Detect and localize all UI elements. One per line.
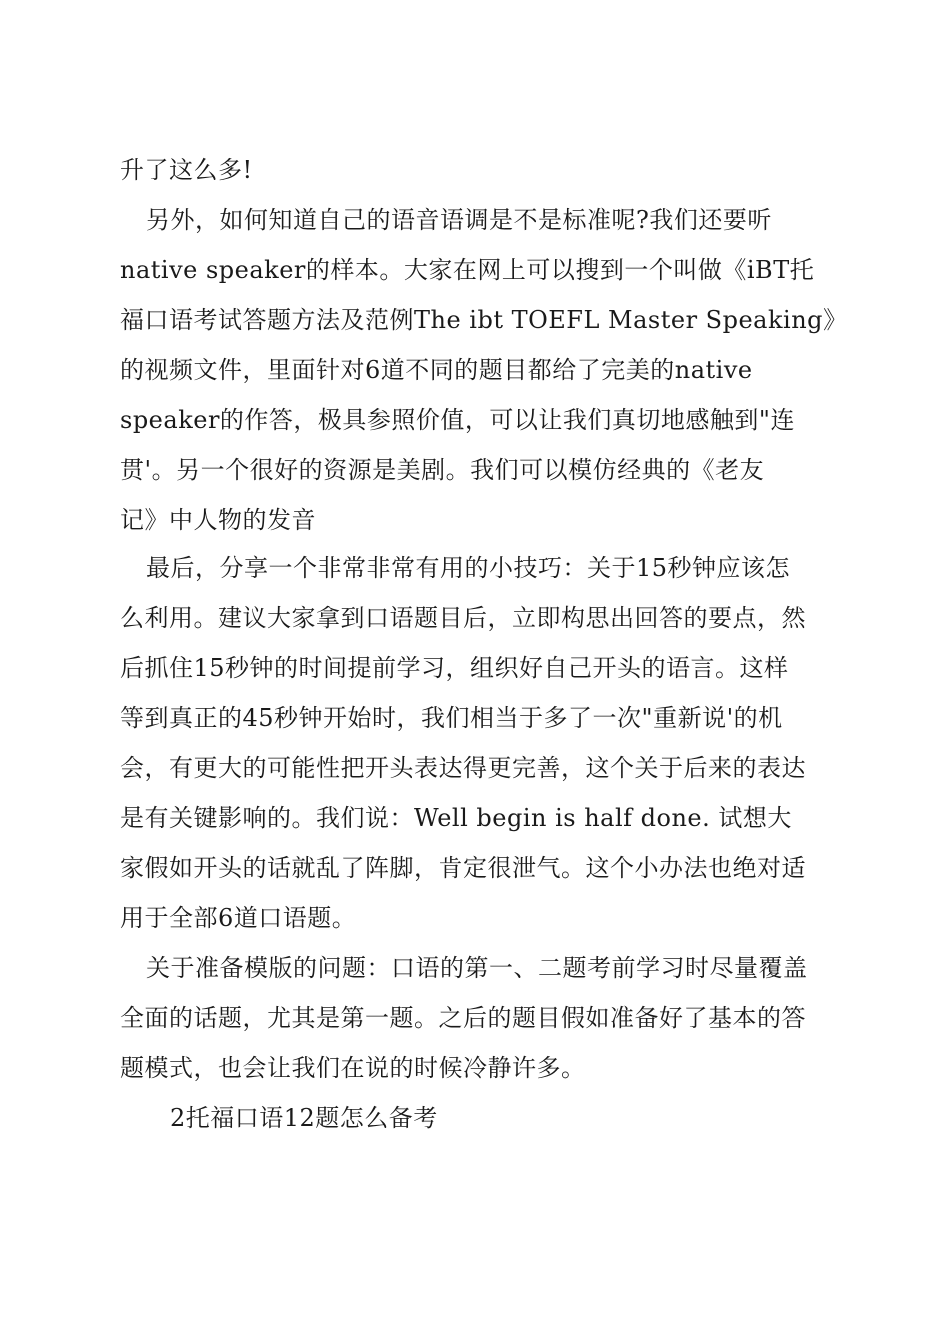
paragraph-start-line: 关于准备模版的问题：口语的第一、二题考前学习时尽量覆盖 xyxy=(146,954,808,982)
paragraph-start-line: 另外，如何知道自己的语音语调是不是标准呢?我们还要听 xyxy=(146,206,772,234)
text-line: 全面的话题，尤其是第一题。之后的题目假如准备好了基本的答 xyxy=(120,1004,806,1032)
text-line: 是有关键影响的。我们说：Well begin is half done. 试想大 xyxy=(120,804,792,832)
paragraph-start-line: 最后，分享一个非常非常有用的小技巧：关于15秒钟应该怎 xyxy=(146,554,791,582)
text-line: 升了这么多! xyxy=(120,156,253,184)
text-line: native speaker的样本。大家在网上可以搜到一个叫做《iBT托 xyxy=(120,256,815,284)
text-line: 的视频文件，里面针对6道不同的题目都给了完美的native xyxy=(120,356,753,384)
text-line: 家假如开头的话就乱了阵脚，肯定很泄气。这个小办法也绝对适 xyxy=(120,854,806,882)
text-line: 题模式，也会让我们在说的时候冷静许多。 xyxy=(120,1054,586,1082)
text-line: 会，有更大的可能性把开头表达得更完善，这个关于后来的表达 xyxy=(120,754,806,782)
section-heading: 2托福口语12题怎么备考 xyxy=(170,1104,438,1132)
text-line: speaker的作答，极具参照价值，可以让我们真切地感触到"连 xyxy=(120,406,795,434)
text-line: 福口语考试答题方法及范例The ibt TOEFL Master Speaking》 xyxy=(120,306,848,334)
text-line: 么利用。建议大家拿到口语题目后，立即构思出回答的要点，然 xyxy=(120,604,806,632)
text-line: 后抓住15秒钟的时间提前学习，组织好自己开头的语言。这样 xyxy=(120,654,789,682)
text-line: 记》中人物的发音 xyxy=(120,506,316,534)
text-line: 等到真正的45秒钟开始时，我们相当于多了一次"重新说'的机 xyxy=(120,704,783,732)
text-line: 贯'。另一个很好的资源是美剧。我们可以模仿经典的《老友 xyxy=(120,456,765,484)
text-line: 用于全部6道口语题。 xyxy=(120,904,357,932)
